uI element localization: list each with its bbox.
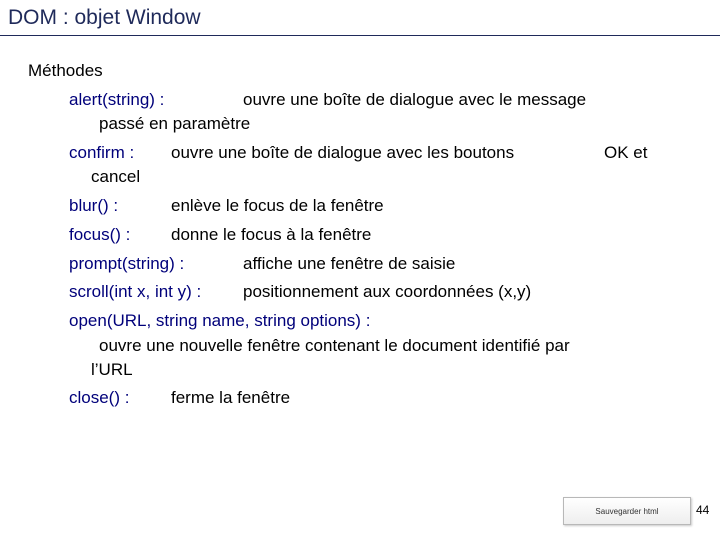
- page-number: 44: [696, 503, 710, 517]
- method-confirm-description: ouvre une boîte de dialogue avec les boutons: [171, 143, 515, 162]
- methods-heading: Méthodes: [28, 61, 103, 80]
- method-confirm-signature: confirm :: [69, 143, 135, 162]
- method-confirm-continuation: cancel: [91, 167, 141, 186]
- method-focus-description: donne le focus à la fenêtre: [171, 225, 372, 244]
- method-alert-signature: alert(string) :: [69, 90, 165, 109]
- method-open-continuation-2: l’URL: [91, 360, 133, 379]
- method-alert-description: ouvre une boîte de dialogue avec le message: [243, 90, 587, 109]
- method-close-description: ferme la fenêtre: [171, 388, 291, 407]
- method-confirm-description-end: OK et: [604, 143, 648, 162]
- method-open-signature: open(URL, string name, string options) :: [69, 311, 371, 330]
- method-blur-signature: blur() :: [69, 196, 119, 215]
- method-focus-signature: focus() :: [69, 225, 131, 244]
- method-blur-description: enlève le focus de la fenêtre: [171, 196, 384, 215]
- method-prompt-signature: prompt(string) :: [69, 254, 185, 273]
- method-close-signature: close() :: [69, 388, 130, 407]
- method-scroll-description: positionnement aux coordonnées (x,y): [243, 282, 532, 301]
- slide-title: DOM : objet Window: [8, 6, 201, 29]
- save-html-button[interactable]: Sauvegarder html: [563, 497, 691, 525]
- method-prompt-description: affiche une fenêtre de saisie: [243, 254, 456, 273]
- method-open-continuation: ouvre une nouvelle fenêtre contenant le document identifié par: [99, 336, 570, 355]
- method-scroll-signature: scroll(int x, int y) :: [69, 282, 202, 301]
- method-alert-continuation: passé en paramètre: [99, 114, 251, 133]
